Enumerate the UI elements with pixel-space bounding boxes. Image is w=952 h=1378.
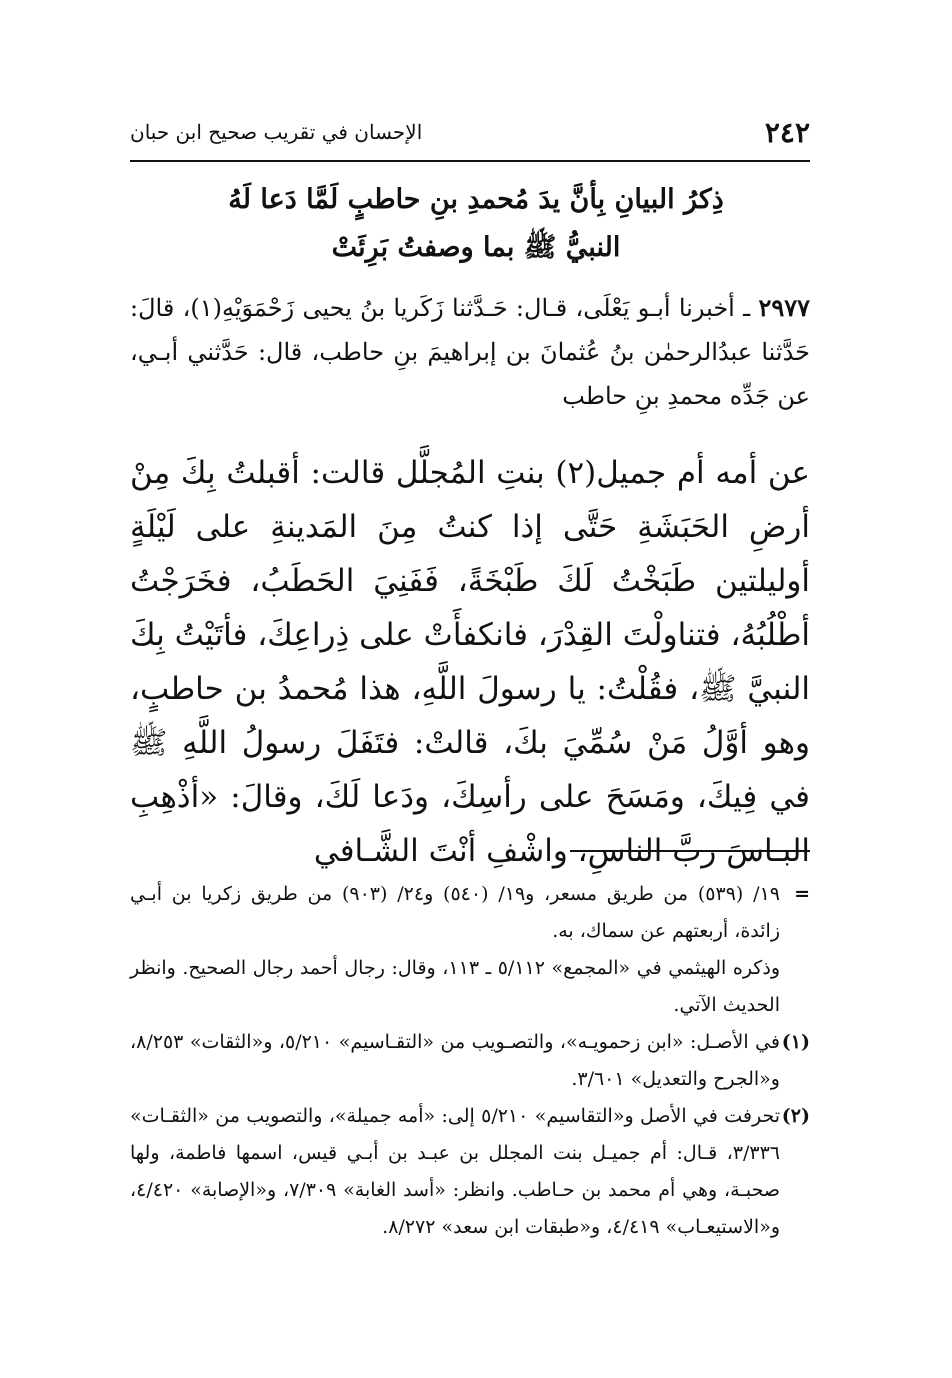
page-number: ٢٤٢ (764, 116, 810, 149)
footnote-continued (130, 876, 810, 1024)
heading-line-2: النبيُّ ﷺ بما وصفتُ بَرِئَتْ (331, 232, 621, 263)
footnote-divider (570, 850, 810, 852)
page-header (130, 108, 810, 162)
hadith-chain (130, 286, 810, 418)
hadith-number: ٢٩٧٧ (758, 293, 811, 322)
footnote-paragraph: في الأصـل: «ابن زحمويـه»، والتصـويب من «التقـاسيم» ٥/٢١٠، و«الثقات» ٨/٢٥٣، و«الجرح والتعديل» ٣/٦٠١. (130, 1031, 780, 1090)
footnote-1 (130, 1024, 810, 1098)
chapter-heading (160, 176, 792, 272)
running-title: الإحسان في تقريب صحيح ابن حبان (130, 120, 423, 144)
heading-line-1: ذِكرُ البيانِ بِأنَّ يدَ مُحمدِ بنِ حاطبٍ لَمَّا دَعا لَهُ (228, 184, 724, 215)
hadith-chain-text: ـ أخبرنا أبـو يَعْلَى، قـال: حَـدَّثنا زَكَريا بنُ يحيى زَحْمَوَيْهِ(١)، قالَ: حَدَّثنا عبدُالرحمٰن بنُ عُثمانَ بن إبراهيمَ بنِ حاطب، قال: حَدَّثني أبـي، عن جَدِّه محمدِ بنِ حاطب (130, 294, 810, 410)
footnote-mark: (١) (781, 1031, 810, 1053)
footnote-2 (130, 1098, 810, 1246)
footnote-mark: (٢) (781, 1105, 810, 1127)
hadith-text: عن أمه أم جميل(٢) بنتِ المُجلَّل قالت: أقبلتُ بِكَ مِنْ أرضِ الحَبَشَةِ حَتَّى إذا كنتُ مِنَ المَدينةِ على لَيْلَةٍ أوليلتين طَبَخْتُ لَكَ طَبْخَةً، فَفَنِيَ الحَطَبُ، فخَرَجْتُ أطْلُبُهُ، فتناولْتَ القِدْرَ، فانكفأَتْ على ذِراعِكَ، فأتَيْتُ بِكَ النبيَّ ﷺ، فقُلْتُ: يا رسولَ اللَّهِ، هذا مُحمدُ بن حاطبٍ، وهو أوَّلُ مَنْ سُمِّيَ بكَ، قالتْ: فتَفَلَ رسولُ اللَّهِ ﷺ في فِيكَ، ومَسَحَ على رأسِكَ، ودَعا لَكَ، وقالَ: «أذْهِبِ البـاسَ ربَّ الناسِ، واشْفِ أنْتَ الشَّـافي (130, 455, 810, 869)
footnote-mark: = (794, 883, 810, 905)
footnote-paragraph: وذكره الهيثمي في «المجمع» ٥/١١٢ ـ ١١٣، وقال: رجال أحمد رجال الصحيح. وانظر الحديث الآتي. (130, 957, 780, 1016)
footnote-paragraph: تحرفت في الأصل و«التقاسيم» ٥/٢١٠ إلى: «أمه جميلة»، والتصويب من «الثقـات» ٣/٣٣٦، قـال: أم جميـل بنت المجلل بن عبـد بن أبـي قيس، اسمها فاطمة، ولها صحبـة، وهي أم محمد بن حـاطب. وانظر: «أسد الغابة» ٧/٣٠٩، و«الإصابة» ٤/٤٢٠، و«الاستيعـاب» ٤/٤١٩، و«طبقات ابن سعد» ٨/٢٧٢. (130, 1105, 781, 1238)
footnote-paragraph: ١٩/ (٥٣٩) من طريق مسعر، و١٩/ (٥٤٠) و٢٤/ (٩٠٣) من طريق زكريا بن أبـي زائدة، أربعتهم عن سماك، به. (130, 883, 780, 942)
footnotes (130, 876, 810, 1246)
